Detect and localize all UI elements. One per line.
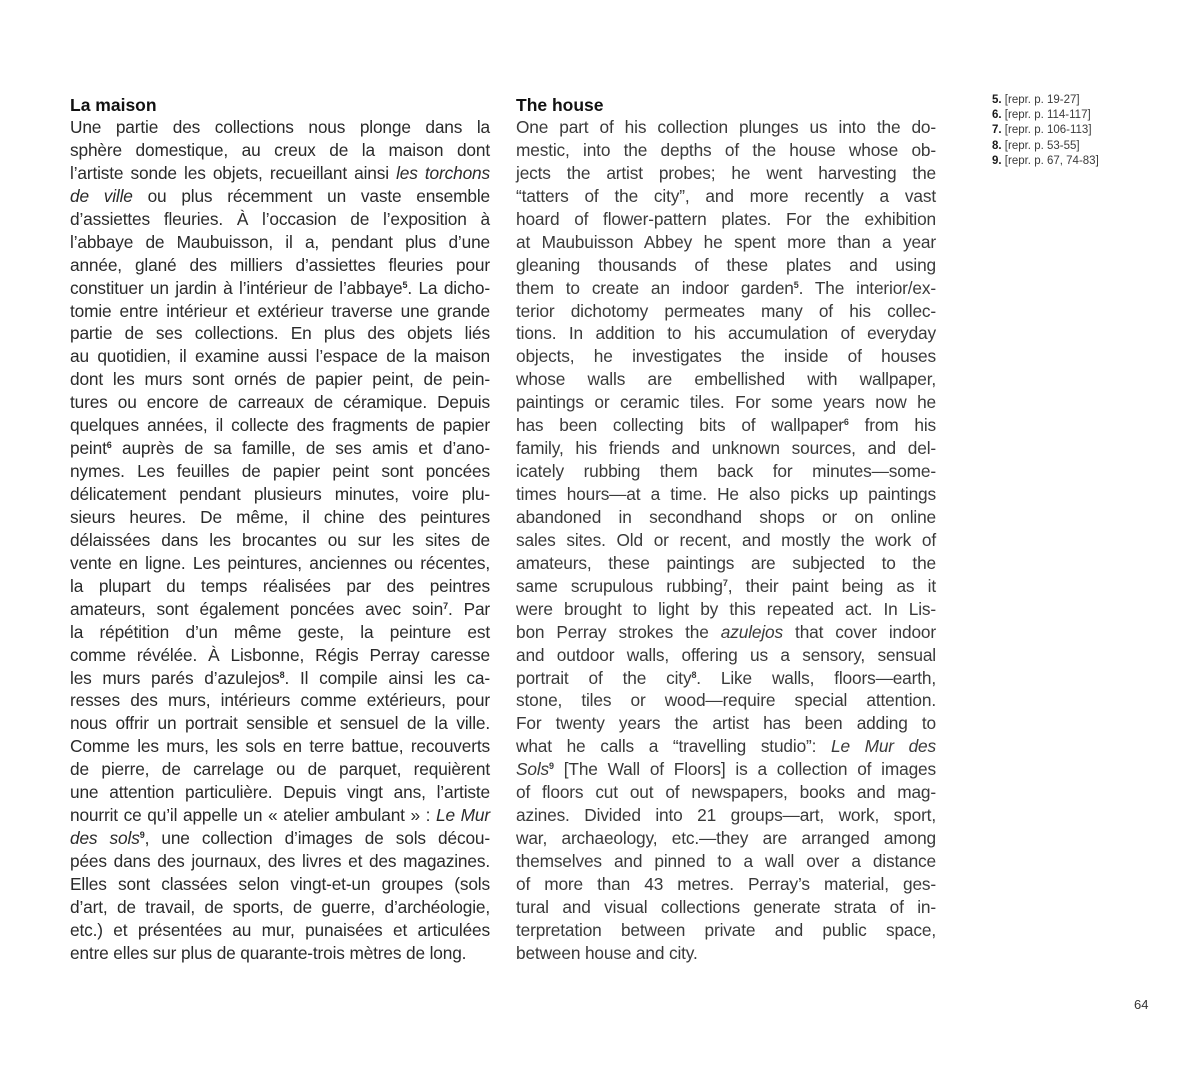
- text-line: resses des murs, intérieurs comme extérieurs, pour: [70, 690, 490, 711]
- text-line: l’abbaye de Maubuisson, il a, pendant plus d’une: [70, 231, 490, 252]
- text-line: whose walls are embellished with wallpaper,: [516, 369, 936, 390]
- text-line: objects, he investigates the inside of houses: [516, 346, 936, 367]
- text-line: délaissées dans les brocantes ou sur les sites de: [70, 529, 490, 550]
- footnote-text: [repr. p. 19-27]: [1001, 94, 1080, 106]
- text-line: Comme les murs, les sols en terre battue, recouverts: [70, 736, 490, 757]
- text-line: gleaning thousands of these plates and using: [516, 254, 936, 275]
- text-line: amateurs, these paintings are subjected to the: [516, 552, 936, 573]
- french-column: [70, 94, 490, 965]
- text-line: hoard of flower-pattern plates. For the exhibition: [516, 208, 936, 229]
- footnote-number: 7.: [992, 124, 1002, 137]
- text-line: were brought to light by this repeated act. In Lis-: [516, 598, 936, 619]
- text-line: comme révélée. À Lisbonne, Régis Perray caresse: [70, 644, 490, 665]
- italic-title: Le Mur des: [830, 736, 937, 757]
- text-line: peint$^6$ auprès de sa famille, de ses amis et d’ano-: [70, 438, 490, 459]
- text-line: délicatement pendant plusieurs minutes, voire plu-: [70, 484, 490, 504]
- footnote-ref: 5: [793, 279, 799, 290]
- text-line: d’art, de travail, de sports, de guerre, d’archéologie,: [70, 896, 490, 917]
- footnote-ref: 9: [139, 830, 145, 841]
- text-line: quelques années, il collecte des fragments de papier: [70, 415, 490, 436]
- text-line: mestic, into the depths of the house whose ob-: [516, 139, 936, 160]
- footnote-item: [992, 154, 1172, 169]
- footnote-ref: 9: [549, 761, 554, 772]
- text-line: les murs parés d’azulejos$^8$. Il compile ainsi les ca-: [70, 667, 490, 688]
- italic-title: des sols: [70, 828, 140, 849]
- text-line: au quotidien, il examine aussi l’espace de la maison: [70, 346, 490, 367]
- footnote-ref: 6: [843, 417, 849, 428]
- footnote-ref: 6: [106, 440, 112, 451]
- english-heading: The house: [516, 95, 604, 115]
- text-line: abandoned in secondhand shops or on online: [516, 506, 936, 527]
- text-line: them to create an indoor garden$^5$. The interior/ex-: [516, 277, 936, 298]
- text-line: de pierre, de carrelage ou de parquet, requièrent: [70, 759, 490, 780]
- italic-title: de ville: [70, 185, 133, 206]
- text-line: For twenty years the artist has been adding to: [516, 713, 936, 734]
- footnote-item: [992, 123, 1172, 138]
- italic-title: Le Mur: [436, 805, 490, 826]
- text-line: Une partie des collections nous plonge dans la: [70, 117, 490, 137]
- text-line: between house and city.: [516, 942, 698, 963]
- footnote-ref: 8: [691, 669, 697, 680]
- french-body: [70, 116, 490, 965]
- footnote-item: [992, 139, 1172, 154]
- text-line: des sols$^9$, une collection d’images de sols décou-: [70, 828, 490, 849]
- text-line: entre elles sur plus de quarante-trois mètres de long.: [70, 942, 467, 963]
- text-line: paintings or ceramic tiles. For some years now he: [516, 392, 936, 413]
- text-line: what he calls a “travelling studio”: Le Mur des: [516, 736, 937, 757]
- text-line: année, glané des milliers d’assiettes fleuries pour: [70, 254, 490, 275]
- footnote-ref: 8: [279, 669, 285, 680]
- footnote-number: 6.: [992, 109, 1002, 122]
- footnote-item: [992, 108, 1172, 123]
- text-line: tures ou encore de carreaux de céramique. Depuis: [70, 392, 490, 413]
- footnote-text: [repr. p. 53-55]: [1001, 139, 1080, 152]
- text-line: amateurs, sont également poncées avec soin$^7$. Par: [70, 598, 491, 619]
- footnote-text: [repr. p. 67, 74-83]: [1001, 154, 1099, 167]
- text-line: bon Perray strokes the azulejos that cover indoor: [516, 621, 936, 642]
- text-line: de ville ou plus récemment un vaste ensemble: [70, 185, 490, 206]
- footnote-text: [repr. p. 106-113]: [1001, 124, 1092, 137]
- text-line: has been collecting bits of wallpaper$^6$ from his: [516, 415, 936, 436]
- text-line: family, his friends and unknown sources, and del-: [516, 438, 936, 459]
- text-line: “tatters of the city”, and more recently a vast: [516, 185, 936, 206]
- italic-title: azulejos: [720, 621, 783, 642]
- text-line: d’assiettes fleuries. À l’occasion de l’exposition à: [70, 208, 490, 229]
- footnote-ref: 7: [722, 577, 728, 588]
- text-line: of more than 43 metres. Perray’s material, ges-: [516, 873, 936, 894]
- footnote-number: 5.: [992, 94, 1002, 106]
- page-number: 64: [1134, 997, 1149, 1012]
- text-line: jects the artist probes; he went harvesting the: [516, 162, 936, 183]
- text-line: same scrupulous rubbing$^7$, their paint being as it: [516, 575, 936, 596]
- text-line: pées dans des journaux, des livres et des magazines.: [70, 851, 490, 871]
- text-line: une attention particulière. Depuis vingt ans, l’artiste: [70, 782, 490, 803]
- italic-title: Sols: [516, 759, 550, 780]
- text-line: at Maubuisson Abbey he spent more than a year: [516, 231, 936, 252]
- text-line: themselves and pinned to a wall over a distance: [516, 851, 936, 871]
- text-line: azines. Divided into 21 groups—art, work, sport,: [516, 805, 936, 826]
- text-line: and outdoor walls, offering us a sensory, sensual: [516, 644, 936, 665]
- text-line: nymes. Les feuilles de papier peint sont poncées: [70, 461, 490, 482]
- text-line: icately rubbing them back for minutes—some-: [516, 461, 936, 482]
- text-line: vente en ligne. Les peintures, anciennes ou récentes,: [70, 552, 490, 573]
- text-line: portrait of the city$^8$. Like walls, floors—earth,: [516, 667, 936, 688]
- text-line: la répétition d’un même geste, la peinture est: [70, 621, 490, 642]
- text-line: tural and visual collections generate strata of in-: [516, 896, 936, 917]
- text-line: of floors cut out of newspapers, books and mag-: [516, 782, 936, 803]
- text-line: sieurs heures. De même, il chine des peintures: [70, 506, 490, 527]
- text-line: Elles sont classées selon vingt-et-un groupes (sols: [70, 873, 490, 894]
- text-line: constituer un jardin à l’intérieur de l’abbaye$^5$. La dicho-: [70, 277, 491, 298]
- text-line: nourrit ce qu’il appelle un « atelier ambulant » : Le Mur: [70, 805, 490, 826]
- english-column: [516, 94, 936, 965]
- text-line: terpretation between private and public space,: [516, 919, 936, 940]
- footnote-ref: 7: [443, 600, 448, 611]
- text-line: terior dichotomy permeates many of his collec-: [516, 300, 936, 321]
- footnote-item: [992, 93, 1172, 108]
- text-line: dont les murs sont ornés de papier peint, de pein-: [70, 369, 490, 390]
- french-heading: La maison: [70, 95, 157, 115]
- text-line: One part of his collection plunges us into the do-: [516, 117, 936, 137]
- footnote-number: 8.: [992, 139, 1002, 152]
- text-line: tomie entre intérieur et extérieur traverse une grande: [70, 300, 490, 321]
- italic-title: les torchons: [396, 162, 490, 183]
- text-line: sales sites. Old or recent, and mostly the work of: [516, 529, 936, 550]
- footnote-ref: 5: [402, 279, 408, 290]
- text-line: war, archaeology, etc.—they are arranged among: [516, 828, 936, 849]
- text-line: l’artiste sonde les objets, recueillant ainsi les torchons: [70, 162, 490, 183]
- text-line: times hours—at a time. He also picks up paintings: [516, 484, 936, 504]
- footnote-number: 9.: [992, 154, 1002, 167]
- english-body: [516, 116, 936, 965]
- text-line: Sols$^9$ [The Wall of Floors] is a collection of images: [516, 759, 936, 780]
- text-line: nous offrir un portrait sensible et sensuel de la ville.: [70, 713, 490, 734]
- footnotes-list: [992, 93, 1172, 169]
- text-line: tions. In addition to his accumulation of everyday: [516, 323, 936, 344]
- text-line: la plupart du temps réalisées par des peintres: [70, 575, 490, 596]
- text-line: partie de ses collections. En plus des objets liés: [70, 323, 490, 344]
- footnote-text: [repr. p. 114-117]: [1001, 109, 1091, 122]
- text-line: stone, tiles or wood—require special attention.: [516, 690, 936, 711]
- text-line: etc.) et présentées au mur, punaisées et articulées: [70, 919, 490, 940]
- text-line: sphère domestique, au creux de la maison dont: [70, 139, 490, 160]
